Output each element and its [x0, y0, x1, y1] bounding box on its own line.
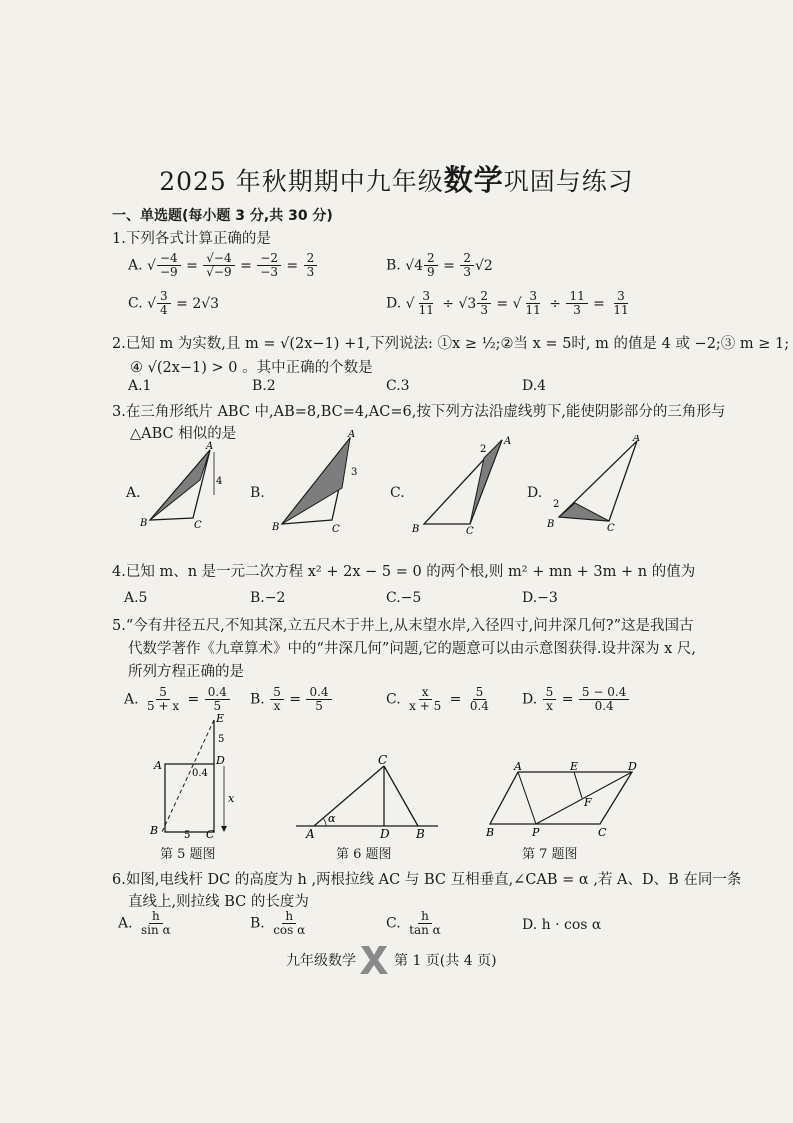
- fig5-label-5a: 5: [218, 734, 225, 745]
- q2-option-a: A.1: [128, 378, 152, 394]
- footer-left: 九年级数学: [286, 953, 356, 969]
- q5-a-rden: 5: [213, 699, 222, 713]
- q1-stem: 1.下列各式计算正确的是: [112, 231, 271, 247]
- fig7-label-d: D: [628, 762, 637, 773]
- q2-line2: ④ √(2x−1) > 0 。其中正确的个数是: [130, 360, 373, 376]
- q3c-label-2: 2: [480, 444, 487, 455]
- q5-c-den: x + 5: [409, 699, 442, 713]
- q3-option-a-label: A.: [126, 485, 141, 501]
- fig7-caption: 第 7 题图: [522, 847, 578, 862]
- q3-option-d-label: D.: [527, 485, 543, 501]
- q6-b-den: cos α: [273, 923, 306, 937]
- fig6-angle-arc: [323, 818, 326, 826]
- q2-option-d: D.4: [522, 378, 547, 394]
- q5-c-label: C.: [386, 691, 401, 708]
- q6-line1: 6.如图,电线杆 DC 的高度为 h ,两根拉线 AC 与 BC 互相垂直,∠CAB = α ,若 A、D、B 在同一条: [112, 872, 742, 888]
- q5-c-rnum: 5: [473, 686, 487, 700]
- q3b-label-b: B: [272, 522, 280, 533]
- q6-a-den: sin α: [141, 923, 171, 937]
- fig5-label-c: C: [206, 828, 215, 840]
- q3-line2: △ABC 相似的是: [130, 426, 237, 442]
- q6-c-den: tan α: [409, 923, 441, 937]
- fig6-label-c: C: [378, 754, 388, 767]
- fig7-line-ef: [574, 772, 582, 798]
- q1-b-expr: √4 $\frac{2}{9}$ = $\frac{2}{3}$ √2: [405, 251, 493, 279]
- q6-line2: 直线上,则拉线 BC 的长度为: [128, 894, 309, 910]
- x-logo-shape: [360, 946, 388, 974]
- q3d-label-c: C: [607, 523, 615, 534]
- q1-d-expr: √ $\frac{3}{11}$ ÷ √3 $\frac{2}{3}$ = √ $\frac{3}{11}$ ÷ $\frac{11}{3}$ = $\frac{3}{11}$: [405, 289, 629, 317]
- q4-option-a: A.5: [124, 590, 148, 606]
- q5-option-d: D. $\frac{5}{x}$ = $\frac{5 - 0.4}{0.4}$: [522, 686, 630, 713]
- figure-7: [484, 762, 644, 842]
- fig7-label-p: P: [532, 826, 540, 839]
- q1-a-label: A.: [128, 257, 143, 274]
- q1-a-expr: √ $\frac{-4}{-9}$ = $\frac{√-4}{√-9}$ = $\frac{-2}{-3}$ = $\frac{2}{3}$: [147, 258, 318, 274]
- fig7-label-a: A: [514, 762, 522, 773]
- q3b-label-3: 3: [351, 467, 358, 478]
- q2-line1: 2.已知 m 为实数,且 m = √(2x−1) +1,下列说法: ①x ≥ ½;②当 x = 5时, m 的值是 4 或 −2;③ m ≥ 1;: [112, 336, 790, 352]
- fig7-parallelogram: [490, 772, 632, 824]
- q5-a-label: A.: [124, 691, 139, 708]
- q3c-label-a: A: [504, 436, 512, 447]
- fig5-label-d: D: [216, 754, 225, 767]
- fig5-label-x: x: [228, 792, 235, 805]
- q5-d-num: 5: [543, 686, 557, 700]
- q5-option-c: C. $\frac{x}{x + 5}$ = $\frac{5}{0.4}$: [386, 686, 493, 713]
- q6-a-label: A.: [118, 915, 133, 932]
- q6-c-label: C.: [386, 915, 401, 932]
- q5-d-rden: 0.4: [594, 699, 614, 713]
- q3-figure-b: [268, 430, 378, 535]
- page-title: [0, 158, 793, 199]
- q4-stem: 4.已知 m、n 是一元二次方程 x² + 2x − 5 = 0 的两个根,则 m² + mn + 3m + n 的值为: [112, 564, 696, 580]
- q5-d-den: x: [546, 699, 553, 713]
- q5-a-num: 5: [156, 686, 170, 700]
- q5-a-den: 5 + x: [147, 699, 180, 713]
- q3-figure-d: [545, 435, 645, 535]
- fig7-label-f: F: [584, 796, 592, 809]
- fig5-label-b: B: [150, 824, 159, 837]
- fig5-arrow-head: [221, 826, 227, 832]
- q3b-label-a: A: [348, 430, 356, 440]
- q1-c-label: C.: [128, 295, 143, 312]
- fig6-label-alpha: α: [328, 812, 336, 825]
- q3c-label-b: B: [412, 524, 420, 535]
- q5-a-rnum: 0.4: [205, 686, 230, 700]
- fig7-label-e: E: [570, 762, 579, 773]
- q5-option-a: A. $\frac{5}{5 + x}$ = $\frac{0.4}{5}$: [124, 686, 231, 713]
- q6-a-num: h: [149, 910, 163, 924]
- q3c-label-c: C: [466, 526, 474, 537]
- q5-b-num: 5: [270, 686, 284, 700]
- fig6-label-d: D: [380, 827, 390, 840]
- q3a-label-c: C: [194, 520, 202, 531]
- figure-5: [140, 712, 250, 840]
- q5-c-rden: 0.4: [469, 699, 489, 713]
- fig7-line-ap: [518, 772, 536, 824]
- q1-option-c: [128, 290, 219, 317]
- q3-line1: 3.在三角形纸片 ABC 中,AB=8,BC=4,AC=6,按下列方法沿虚线剪下,能使阴影部分的三角形与: [112, 404, 726, 420]
- q5-b-den: x: [273, 699, 281, 713]
- fig5-caption: 第 5 题图: [160, 847, 216, 862]
- fig5-label-5b: 5: [184, 830, 191, 840]
- q5-line2: 代数学著作《九章算术》中的“井深几何”问题,它的题意可以由示意图获得.设井深为 x 尺,: [128, 641, 697, 657]
- q4-option-b: B.−2: [250, 590, 286, 606]
- fig5-label-e: E: [216, 712, 225, 725]
- q3-option-c-label: C.: [390, 485, 405, 501]
- q1-option-b: [386, 252, 493, 279]
- q1-option-a: [128, 252, 318, 279]
- q1-c-expr: √ $\frac{3}{4}$ = 2√3: [147, 289, 220, 317]
- fig7-label-b: B: [486, 826, 495, 839]
- fig6-caption: 第 6 题图: [336, 847, 392, 862]
- fig6-line-bc: [384, 766, 418, 826]
- q3-option-b-label: B.: [250, 485, 265, 501]
- q6-b-label: B.: [250, 915, 265, 932]
- q3a-label-b: B: [140, 518, 148, 529]
- fig5-label-a: A: [154, 759, 162, 772]
- q3d-label-2: 2: [553, 499, 560, 510]
- fig6-label-b: B: [416, 827, 425, 840]
- q5-option-b: B. $\frac{5}{x}$ = $\frac{0.4}{5}$: [250, 686, 333, 713]
- q3d-label-a: A: [633, 435, 641, 444]
- q3-figure-a: [138, 440, 228, 535]
- title-suffix: 巩固与练习: [503, 167, 634, 196]
- title-prefix: 2025 年秋期期中九年级: [159, 167, 444, 196]
- q6-option-c: [386, 910, 445, 937]
- q5-d-label: D.: [522, 691, 538, 708]
- q5-d-rnum: 5 − 0.4: [579, 686, 629, 700]
- q3b-shaded: [282, 438, 350, 524]
- q3a-label-4: 4: [216, 476, 223, 487]
- q4-option-d: D.−3: [522, 590, 558, 606]
- fig5-label-04: 0.4: [192, 768, 208, 779]
- title-subject: 数学: [443, 163, 504, 197]
- q5-b-rden: 5: [315, 699, 323, 713]
- q3-figure-c: [410, 432, 520, 537]
- q5-b-label: B.: [250, 691, 265, 708]
- q3a-label-a: A: [206, 441, 214, 452]
- q5-line3: 所列方程正确的是: [128, 664, 244, 680]
- q6-c-num: h: [418, 910, 432, 924]
- q5-c-num: x: [419, 686, 432, 700]
- footer-x-logo: [357, 943, 391, 977]
- q6-option-a: [118, 910, 175, 937]
- fig6-label-a: A: [306, 827, 315, 840]
- q2-option-c: C.3: [386, 378, 410, 394]
- q5-line1: 5.“今有井径五尺,不知其深,立五尺木于井上,从末望水岸,入径四寸,问井深几何?”这是我国古: [112, 618, 694, 634]
- q3d-label-b: B: [547, 519, 555, 530]
- footer-right: 第 1 页(共 4 页): [394, 953, 497, 969]
- q2-option-b: B.2: [252, 378, 276, 394]
- fig7-label-c: C: [598, 826, 607, 839]
- q3d-shaded: [559, 503, 609, 521]
- section-heading: 一、单选题(每小题 3 分,共 30 分): [112, 208, 333, 224]
- q3b-label-c: C: [332, 524, 340, 535]
- q6-b-num: h: [282, 910, 296, 924]
- q1-b-label: B.: [386, 257, 401, 274]
- q5-b-rnum: 0.4: [306, 686, 331, 700]
- q6-option-d: D. h · cos α: [522, 917, 602, 933]
- fig6-line-ac: [314, 766, 384, 826]
- q1-d-label: D.: [386, 295, 402, 312]
- q4-option-c: C.−5: [386, 590, 422, 606]
- q6-option-b: [250, 910, 309, 937]
- q1-option-d: [386, 290, 633, 317]
- figure-6: [292, 754, 442, 840]
